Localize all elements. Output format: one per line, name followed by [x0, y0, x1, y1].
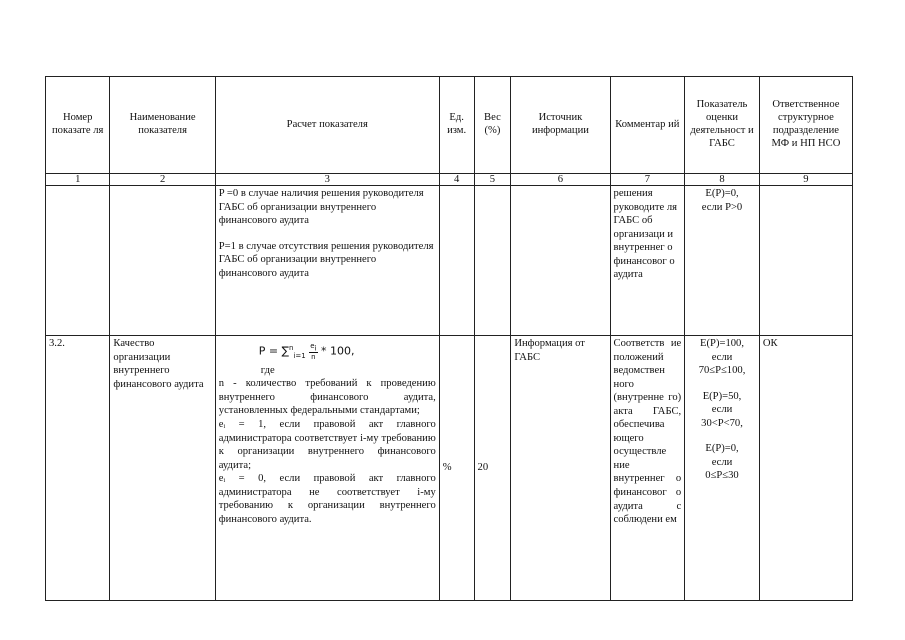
score-line: E(P)=0, [705, 443, 739, 455]
column-number: 9 [759, 174, 852, 186]
score-line: если [711, 456, 733, 468]
header-weight: Вес (%) [474, 77, 511, 174]
calc-n-definition: n - количество требований к проведению внутреннего финансового аудита, установленных федеральными стандартами; [218, 378, 436, 417]
indicator-number: 3.2. [46, 336, 110, 601]
calculation-cell [215, 186, 439, 336]
header-calculation: Расчет показателя [215, 77, 439, 174]
header-name: Наименование показателя [110, 77, 215, 174]
header-number: Номер показате ля [46, 77, 110, 174]
column-number: 7 [610, 174, 685, 186]
header-unit: Ед. изм. [439, 77, 474, 174]
column-numbers-row [46, 174, 853, 186]
score-line: 0≤P≤30 [705, 470, 739, 482]
column-number: 5 [474, 174, 511, 186]
column-number: 1 [46, 174, 110, 186]
score-line: E(P)=100, [700, 338, 744, 349]
header-responsible: Ответственное структурное подразделение МФ и НП НСО [759, 77, 852, 174]
column-number: 6 [511, 174, 610, 186]
header-source: Источник информации [511, 77, 610, 174]
score-cell [685, 186, 760, 336]
indicators-table [45, 76, 853, 601]
score-line: E(P)=50, [702, 390, 742, 402]
score-line: E(P)=0, [705, 188, 739, 199]
header-comment: Комментар ий [610, 77, 685, 174]
where-label: где [260, 364, 275, 376]
unit-cell: % [439, 336, 474, 601]
table-row-3-2 [46, 336, 853, 601]
table-row-continued [46, 186, 853, 336]
source-cell: Информация от ГАБС [511, 336, 610, 601]
calc-e0-definition: eᵢ = 0, если правовой акт главного администратора не соответствует i-му требованию к организации внутреннего финансового аудита. [218, 473, 436, 525]
score-line: если [711, 351, 733, 363]
comment-cell: Соответств ие положений ведомствен ного (внутренне го) акта ГАБС, обеспечива ющего осуществле ние внутреннег о финансовог о аудита с соблюдени ем [610, 336, 685, 601]
column-number: 2 [110, 174, 215, 186]
responsible-cell: ОК [759, 336, 852, 601]
score-line: 70≤P≤100, [698, 365, 746, 377]
calculation-cell [215, 336, 439, 601]
weight-cell: 20 [474, 336, 511, 601]
calc-e1-definition: eᵢ = 1, если правовой акт главного администратора соответствует i-му требованию к организации внутреннего финансового аудита; [218, 419, 436, 471]
header-score: Показатель оценки деятельност и ГАБС [685, 77, 760, 174]
calc-condition-one: P=1 в случае отсутствия решения руководителя ГАБС об организации внутреннего финансового аудита [218, 240, 434, 279]
comment-cell: решения руководите ля ГАБС об организаци и внутреннег о финансовог о аудита [610, 186, 685, 336]
calc-condition-zero: P =0 в случае наличия решения руководителя ГАБС об организации внутреннего финансового аудита [218, 188, 424, 227]
indicator-name: Качество организации внутреннего финансового аудита [110, 336, 215, 601]
table-header-row [46, 77, 853, 174]
score-line: если [711, 404, 733, 416]
score-line: 30<P<70, [701, 417, 743, 429]
column-number: 8 [685, 174, 760, 186]
formula: P = ∑$^n_{i=1}$ $\frac{e_i}{n} * 100$, [258, 341, 355, 362]
score-cell [685, 336, 760, 601]
score-line: если P>0 [701, 201, 743, 213]
column-number: 4 [439, 174, 474, 186]
column-number: 3 [215, 174, 439, 186]
